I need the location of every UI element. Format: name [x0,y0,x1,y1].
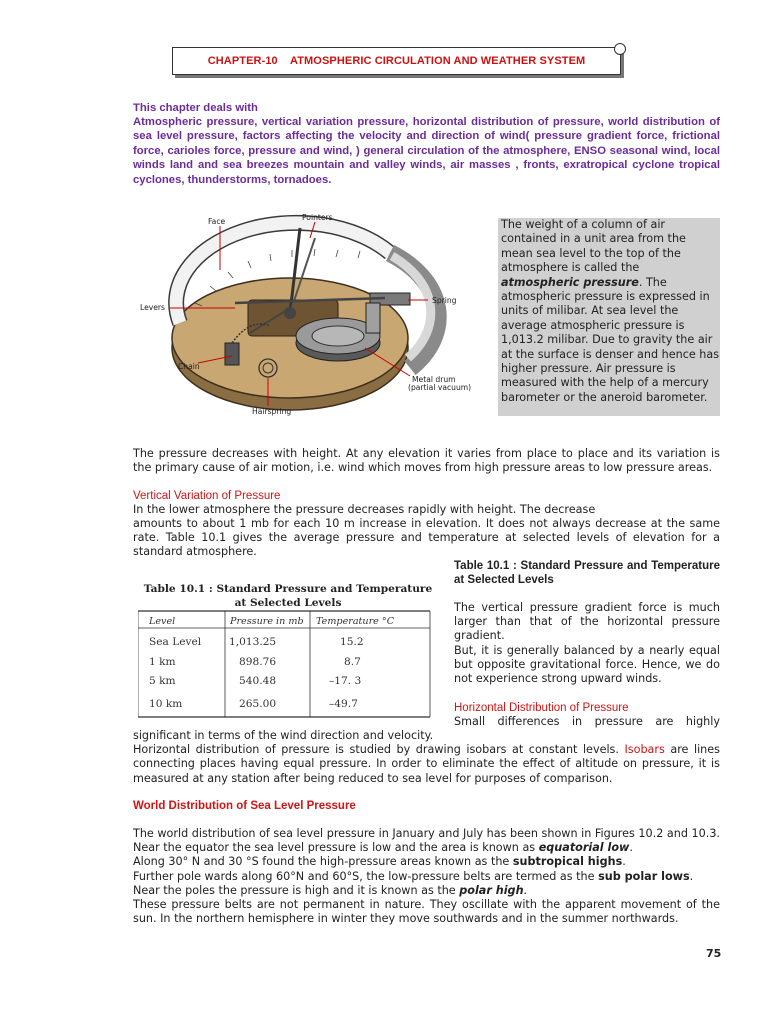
definition-text-after: . The atmospheric pressure is expressed in units of milibar. At sea level the average atmospheric pressure is 1,013.2 milibar. Due to gravity the air at the surface is denser and hence has higher pressure. Air pressure is measured with the help of a mercury barometer or the aneroid barometer. [501,275,720,404]
horizontal-distribution-continuation: significant in terms of the wind direction and velocity. [133,729,434,742]
world-distribution-p1: The world distribution of sea level pressure in January and July has been shown in Figures 10.2 and 10.3. Near the equator the sea level pressure is low and the area is known as equatorial low. [133,827,720,855]
horizontal-distribution-p2: Horizontal distribution of pressure is studied by drawing isobars at constant levels. Isobars are lines connecting places having equal pressure. In order to eliminate the effect of altitude on pressure, it is measured at any station after being reduced to sea level for purposes of comparison. [133,743,720,785]
table-title: Table 10.1 : Standard Pressure and Temperature at Selected Levels [143,583,433,609]
world-distribution-p4: Near the poles the pressure is high and it is known as the polar high. [133,883,528,897]
vertical-gradient-p1: The vertical pressure gradient force is much larger than that of the horizontal pressure gradient. [454,601,720,643]
horizontal-distribution-heading: Horizontal Distribution of Pressure [454,702,629,714]
chapter-heading [173,54,620,68]
equatorial-low-term: equatorial low [538,841,630,855]
table-cell-level: 10 km [149,698,183,710]
chapter-title: ATMOSPHERIC CIRCULATION AND WEATHER SYSTEM [290,55,586,67]
chapter-label: CHAPTER-10 [207,55,278,67]
table-cell-pressure: 540.48 [239,675,277,687]
definition-term: atmospheric pressure [501,275,639,289]
aneroid-barometer-figure [140,208,495,426]
world-distribution-heading: World Distribution of Sea Level Pressure [133,800,356,812]
table-header-temperature: Temperature °C [316,616,395,627]
vertical-gradient-p2: But, it is generally balanced by a nearly equal but opposite gravitational force. Hence, we do not experience strong upward winds. [454,643,720,686]
table-cell-level: 5 km [149,675,176,687]
world-distribution-body [133,827,720,926]
intro-heading: This chapter deals with [133,102,258,114]
barometer-illustration [140,208,495,426]
label-pointers: Pointers [302,213,333,222]
vertical-variation-line2: amounts to about 1 mb for each 10 m increase in elevation. It does not always decrease at the same rate. Table 10.1 gives the average pressure and temperature at selected levels of elevation for a standard atmosphere. [133,517,720,559]
chapter-banner [172,47,621,75]
table-header-level: Level [149,616,176,627]
horizontal-distribution-body [133,729,720,786]
subtropical-highs-term: subtropical highs [512,855,623,869]
table-cell-temperature: 15.2 [340,636,364,648]
vertical-gradient-text [454,601,720,686]
intro-body: Atmospheric pressure, vertical variation pressure, horizontal distribution of pressure, world distribution of sea level pressure, factors affecting the velocity and direction of wind( pressure gradient force, frictional force, carioles force, pressure and wind, ) general circulation of the atmosphere, ENSO seasonal wind, local winds land and sea breezes mountain and valley winds, air masses , fronts, exratropical cyclone tropical cyclones, thunderstorms, tornadoes. [133,116,720,186]
table-cell-pressure: 1,013.25 [229,636,277,648]
label-levers: Levers [140,303,166,312]
vertical-variation-heading: Vertical Variation of Pressure [133,490,281,502]
world-distribution-p5: These pressure belts are not permanent in nature. They oscillate with the apparent movement of the sun. In the northern hemisphere in winter they move southwards and in the summer northwards. [133,898,720,926]
table-header-pressure: Pressure in mb [230,616,304,627]
isobars-term: Isobars [624,743,665,757]
world-distribution-p2: Along 30° N and 30 °S found the high-pressure areas known as the subtropical highs. [133,855,626,869]
label-spring: Spring [432,296,457,305]
label-hairspring: Hairspring [252,407,292,416]
table-cell-pressure: 265.00 [239,698,277,710]
table-cell-temperature: –49.7 [329,698,358,710]
definition-box [498,218,720,416]
horizontal-distribution-line1: Small differences in pressure are highly [454,715,720,728]
table-caption: Table 10.1 : Standard Pressure and Temperature at Selected Levels [454,560,720,587]
label-metal-drum: Metal drum [412,375,456,384]
world-distribution-p3: Further pole wards along 60°N and 60°S, the low-pressure belts are termed as the sub polar lows. [133,869,694,883]
label-face: Face [208,217,226,226]
page-number: 75 [706,947,722,960]
sub-polar-lows-term: sub polar lows [598,869,690,883]
definition-text-before: The weight of a column of air contained in a unit area from the mean sea level to the top of the atmosphere is called the [501,218,686,275]
table-cell-temperature: –17. 3 [329,675,362,687]
polar-high-term: polar high [459,883,524,897]
vertical-variation-line1: In the lower atmosphere the pressure decreases rapidly with height. The decrease [133,503,596,516]
pressure-intro-paragraph: The pressure decreases with height. At any elevation it varies from place to place and its variation is the primary cause of air motion, i.e. wind which moves from high pressure areas to low pressure areas. [133,447,720,475]
table-cell-level: 1 km [149,656,176,668]
pressure-temperature-table [138,577,438,719]
label-partial-vacuum: (partial vacuum) [408,383,472,392]
table-cell-level: Sea Level [149,636,202,648]
table-cell-pressure: 898.76 [239,656,277,668]
table-cell-temperature: 8.7 [344,656,361,668]
banner-scroll-curl [614,43,626,55]
label-chain: Chain [178,362,200,371]
